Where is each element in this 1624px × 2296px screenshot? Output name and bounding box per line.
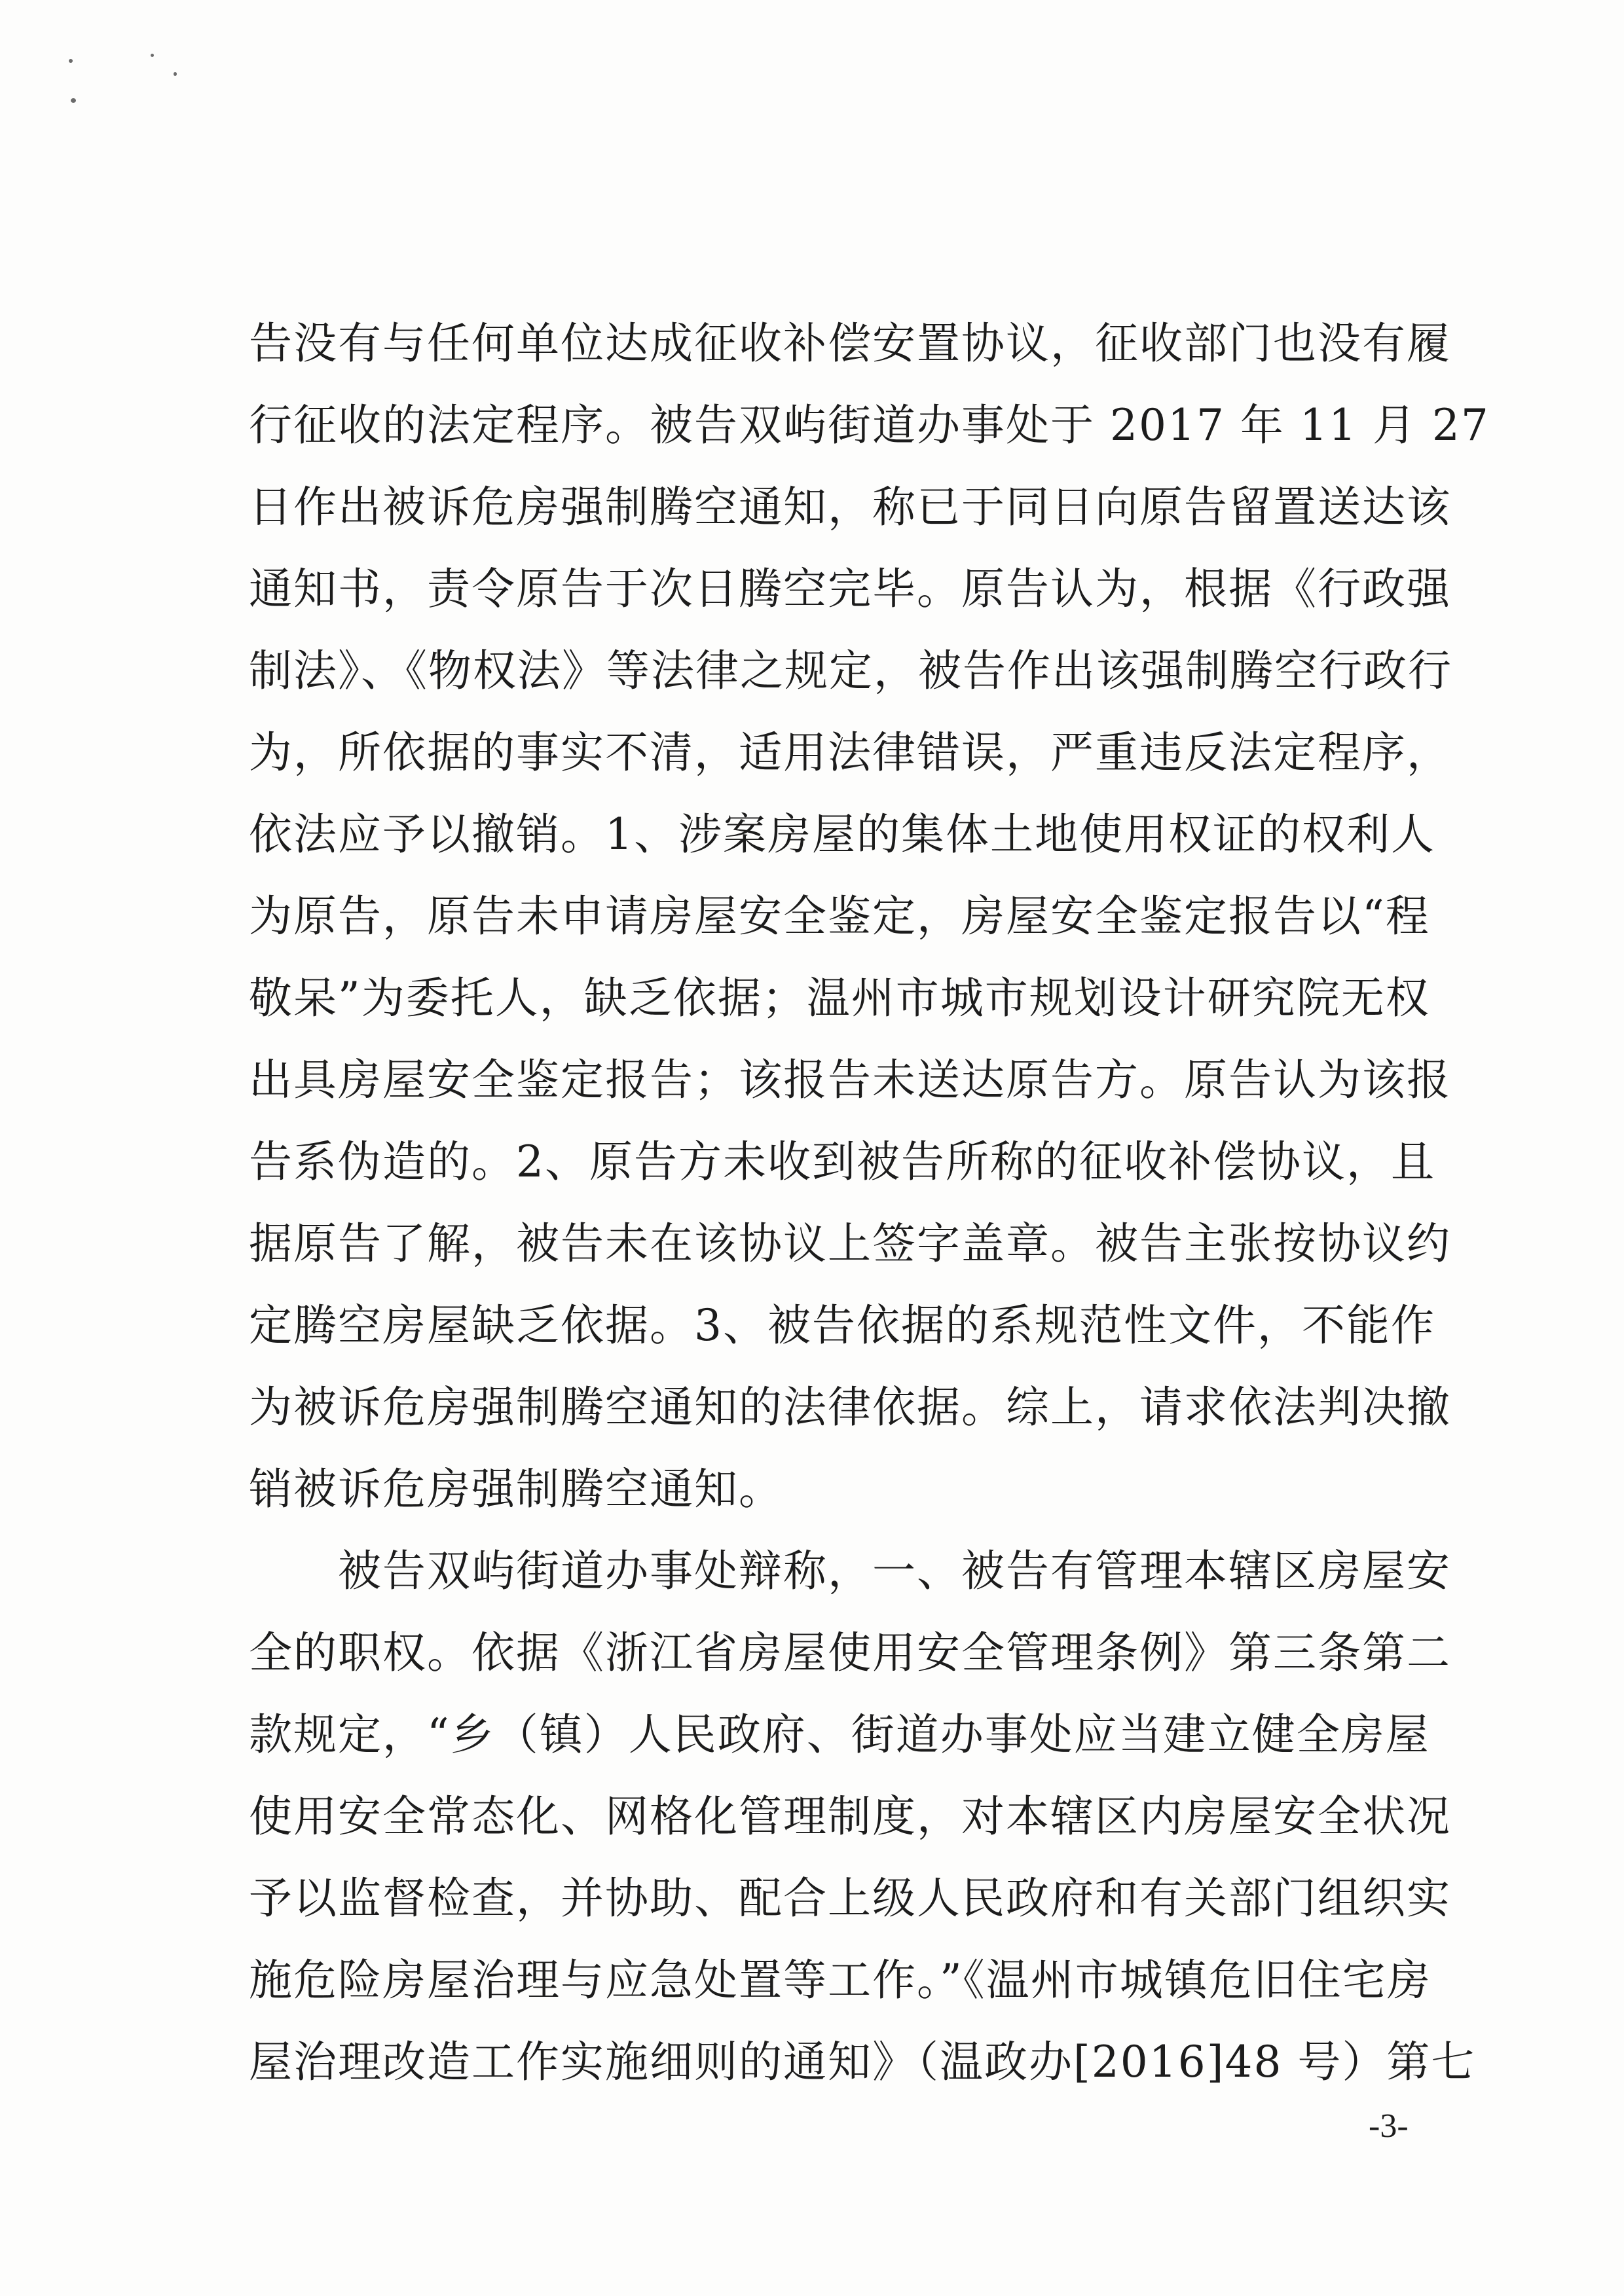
- text-line: 使用安全常态化、网格化管理制度，对本辖区内房屋安全状况: [249, 1791, 1451, 1842]
- text-line: 施危险房屋治理与应急处置等工作。”《温州市城镇危旧住宅房: [249, 1955, 1431, 2005]
- text-line: 敬呆”为委托人，缺乏依据；温州市城市规划设计研究院无权: [249, 973, 1430, 1023]
- text-line: 销被诉危房强制腾空通知。: [249, 1464, 783, 1514]
- text-line: 为原告，原告未申请房屋安全鉴定，房屋安全鉴定报告以“程: [249, 891, 1430, 941]
- scan-speck: [69, 59, 73, 63]
- text-line: 全的职权。依据《浙江省房屋使用安全管理条例》第三条第二: [249, 1628, 1451, 1678]
- text-line: 依法应予以撤销。1、涉案房屋的集体土地使用权证的权利人: [249, 809, 1435, 860]
- text-line: 制法》、《物权法》等法律之规定，被告作出该强制腾空行政行: [249, 646, 1452, 696]
- text-line: 据原告了解，被告未在该协议上签字盖章。被告主张按协议约: [249, 1218, 1451, 1269]
- text-line: 被告双屿街道办事处辩称，一、被告有管理本辖区房屋安: [249, 1546, 1451, 1596]
- text-line: 为，所依据的事实不清，适用法律错误，严重违反法定程序，: [249, 727, 1451, 778]
- text-line: 屋治理改造工作实施细则的通知》（温政办[2016]48 号）第七: [249, 2037, 1476, 2087]
- text-line: 定腾空房屋缺乏依据。3、被告依据的系规范性文件，不能作: [249, 1300, 1435, 1351]
- scan-speck: [71, 98, 76, 103]
- text-line: 行征收的法定程序。被告双屿街道办事处于 2017 年 11 月 27: [249, 400, 1490, 450]
- text-line: 通知书，责令原告于次日腾空完毕。原告认为，根据《行政强: [249, 564, 1451, 614]
- text-line: 日作出被诉危房强制腾空通知，称已于同日向原告留置送达该: [249, 482, 1451, 532]
- text-line: 出具房屋安全鉴定报告；该报告未送达原告方。原告认为该报: [249, 1055, 1451, 1105]
- page-number: -3-: [1369, 2107, 1409, 2145]
- text-line: 为被诉危房强制腾空通知的法律依据。综上，请求依法判决撤: [249, 1382, 1451, 1432]
- text-line: 款规定，“乡（镇）人民政府、街道办事处应当建立健全房屋: [249, 1709, 1430, 1760]
- scan-speck: [174, 72, 177, 76]
- text-line: 告系伪造的。2、原告方未收到被告所称的征收补偿协议，且: [249, 1137, 1435, 1187]
- text-line: 告没有与任何单位达成征收补偿安置协议，征收部门也没有履: [249, 318, 1451, 369]
- scan-speck: [151, 54, 154, 57]
- text-line: 予以监督检查，并协助、配合上级人民政府和有关部门组织实: [249, 1873, 1451, 1923]
